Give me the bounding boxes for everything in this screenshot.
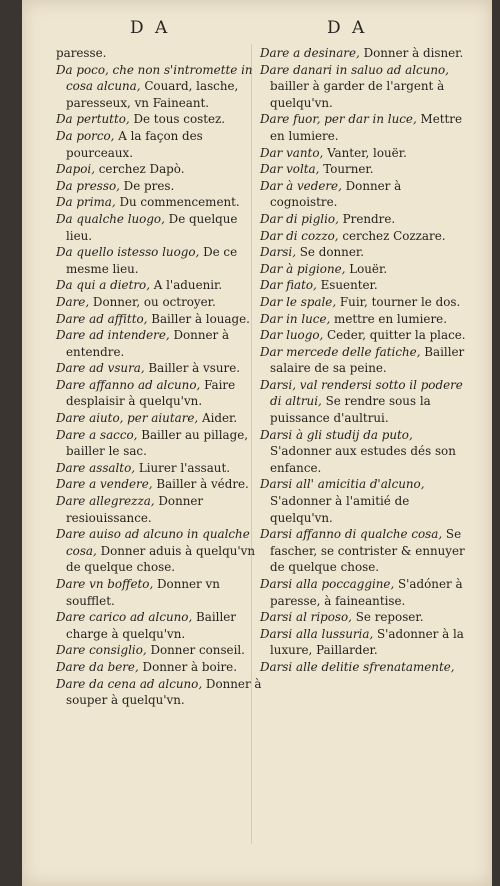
dictionary-entry (260, 311, 470, 328)
entry-headword: Dare a desinare, (260, 46, 360, 60)
entry-translation: Donner aduis à quelqu'vn de quelque chose. (66, 543, 256, 575)
dictionary-entry (260, 659, 470, 676)
entry-translation: Bailler au pillage, bailler le sac. (66, 427, 249, 459)
entry-headword: Dare affanno ad alcuno, (56, 377, 201, 392)
entry-headword: Da prima, (56, 195, 116, 210)
dictionary-entry (56, 427, 266, 460)
entry-translation: De pres. (123, 178, 175, 193)
entry-translation: Donner à boire. (142, 659, 237, 674)
entry-headword: Darsi, (260, 245, 296, 260)
entry-translation: De ce mesme lieu. (66, 245, 238, 276)
entry-headword: Dare, (56, 294, 90, 309)
entry-headword: Dar volta, (260, 162, 320, 177)
entry-headword: Dare ad affitto, (56, 311, 148, 326)
dictionary-entry (260, 62, 470, 112)
header-right: D A (327, 18, 368, 38)
entry-headword: Dare da bere, (56, 659, 139, 674)
entry-headword: Dare carico ad alcuno, (56, 610, 193, 625)
dictionary-entry (56, 460, 266, 477)
entry-translation: Bailler à védre. (156, 477, 249, 492)
entry-translation: Vanter, louër. (327, 145, 407, 160)
dictionary-entry (260, 244, 470, 261)
entry-translation: De tous costez. (133, 112, 226, 127)
dictionary-entry (56, 294, 266, 311)
dictionary-entry (260, 576, 470, 609)
entry-translation: Ceder, quitter la place. (327, 328, 466, 343)
entry-headword: Dare danari in saluo ad alcuno, (260, 62, 449, 77)
dictionary-entry (56, 211, 266, 244)
entry-headword: Dar fiato, (260, 278, 317, 293)
entry-headword: Dare allegrezza, (56, 494, 155, 509)
entry-translation: Bailler charge à quelqu'vn. (66, 610, 236, 641)
dictionary-entry (56, 62, 266, 112)
entry-translation: A la façon des pourceaux. (66, 128, 203, 160)
entry-headword: Darsi alla poccaggine, (260, 577, 395, 591)
entry-translation: Faire desplaisir à quelqu'vn. (66, 377, 236, 409)
right-column (260, 45, 470, 676)
left-column (56, 45, 266, 709)
entry-headword: Da quello istesso luogo, (56, 245, 200, 260)
entry-translation: Louër. (349, 261, 388, 276)
dictionary-entry (260, 626, 470, 659)
entry-translation: Bailler à vsure. (148, 361, 241, 376)
entry-headword: Dar in luce, (260, 311, 331, 326)
dictionary-entry (260, 609, 470, 626)
entry-translation: Bailler salaire de sa peine. (270, 344, 465, 376)
dictionary-entry (260, 178, 470, 211)
entry-translation: S'adonner à la luxure, Paillarder. (270, 626, 464, 658)
entry-headword: Dapoi, (56, 162, 95, 177)
entry-headword: Da qualche luogo, (56, 211, 165, 226)
dictionary-entry (56, 277, 266, 294)
entry-headword: Dar luogo, (260, 328, 324, 343)
entry-translation: S'adonner aux estudes dés son enfance. (270, 444, 456, 475)
entry-headword: Dare consiglio, (56, 643, 147, 658)
dictionary-entry (260, 161, 470, 178)
dictionary-entry (56, 676, 266, 709)
dictionary-entry (260, 228, 470, 245)
dictionary-entry (56, 493, 266, 526)
entry-headword: Dare da cena ad alcuno, (56, 676, 203, 691)
entry-headword: Da pertutto, (56, 112, 130, 127)
entry-headword: Darsi, val rendersi sotto il podere di altrui, (260, 377, 463, 409)
entry-headword: Darsi à gli studij da puto, (260, 427, 413, 442)
entry-translation: Donner à cognoistre. (270, 178, 402, 210)
entry-translation: Aider. (201, 411, 238, 426)
entry-translation: Bailler à louage. (151, 311, 250, 326)
dictionary-entry (56, 642, 266, 659)
dictionary-entry (56, 476, 266, 493)
entry-translation: De quelque lieu. (66, 211, 238, 243)
entry-headword: Dare vn boffeto, (56, 577, 154, 591)
dictionary-entry (56, 161, 266, 178)
entry-headword: Dar di piglio, (260, 211, 339, 226)
entry-headword: Darsi affanno di qualche cosa, (260, 527, 443, 542)
dictionary-entry (56, 45, 266, 62)
dictionary-entry (260, 45, 470, 62)
dictionary-entry (56, 360, 266, 377)
entry-translation: Liurer l'assaut. (138, 460, 231, 475)
entry-translation: S'adóner à paresse, à faineantise. (270, 577, 463, 608)
entry-headword: Dar le spale, (260, 294, 337, 309)
entry-headword: Dare a vendere, (56, 477, 153, 492)
entry-translation: paresse. (56, 46, 107, 60)
dictionary-entry (260, 476, 470, 526)
entry-headword: Da porco, (56, 128, 115, 143)
entry-translation: Se fascher, se contrister & ennuyer de quelque chose. (270, 527, 465, 575)
entry-translation: cerchez Cozzare. (342, 228, 446, 243)
entry-translation: Donner, ou octroyer. (92, 294, 216, 309)
entry-headword: Dare assalto, (56, 460, 136, 475)
entry-headword: Dar à pigione, (260, 261, 346, 276)
entry-translation: Prendre. (342, 211, 396, 226)
entry-headword: Da poco, che non s'intromette in cosa alcuna, (56, 62, 253, 94)
entry-translation: Du commencement. (119, 195, 240, 210)
dictionary-entry (56, 194, 266, 211)
dictionary-entry (56, 659, 266, 676)
dictionary-entry (260, 294, 470, 311)
entry-translation: Esuenter. (320, 278, 378, 293)
dictionary-entry (260, 427, 470, 477)
dictionary-entry (260, 277, 470, 294)
entry-translation: Donner à entendre. (66, 328, 230, 359)
dictionary-entry (56, 128, 266, 161)
entry-headword: Dar mercede delle fatiche, (260, 344, 421, 359)
running-header (22, 18, 492, 40)
dictionary-entry (56, 178, 266, 195)
entry-translation: Se rendre sous la puissance d'aultrui. (270, 394, 431, 426)
dictionary-page (22, 0, 492, 886)
entry-headword: Dare a sacco, (56, 427, 138, 442)
dictionary-entry (260, 526, 470, 576)
dictionary-entry (56, 609, 266, 642)
entry-translation: Donner à souper à quelqu'vn. (66, 676, 262, 708)
header-left: D A (130, 18, 171, 38)
dictionary-entry (260, 344, 470, 377)
entry-headword: Darsi al riposo, (260, 610, 352, 625)
entry-headword: Darsi alla lussuria, (260, 626, 374, 641)
entry-headword: Dare ad intendere, (56, 328, 170, 343)
entry-translation: Se donner. (299, 245, 365, 260)
entry-translation: Tourner. (323, 162, 374, 177)
entry-headword: Dare aiuto, per aiutare, (56, 411, 199, 426)
entry-headword: Darsi all' amicitia d'alcuno, (260, 477, 425, 492)
entry-translation: A l'aduenir. (153, 278, 223, 293)
dictionary-entry (56, 111, 266, 128)
entry-headword: Dar vanto, (260, 145, 324, 160)
entry-translation: S'adonner à l'amitié de quelqu'vn. (270, 494, 410, 525)
entry-headword: Dar à vedere, (260, 178, 342, 193)
dictionary-entry (260, 261, 470, 278)
entry-headword: Da qui a dietro, (56, 278, 150, 293)
entry-headword: Da presso, (56, 178, 120, 193)
entry-translation: bailler à garder de l'argent à quelqu'vn. (270, 79, 445, 110)
dictionary-entry (260, 111, 470, 144)
entry-translation: Mettre en lumiere. (270, 112, 463, 143)
entry-translation: Fuir, tourner le dos. (339, 294, 461, 309)
dictionary-entry (56, 311, 266, 328)
entry-headword: Dare ad vsura, (56, 361, 145, 376)
dictionary-entry (260, 145, 470, 162)
entry-translation: Donner resiouissance. (66, 494, 204, 525)
entry-translation: Donner conseil. (150, 643, 245, 658)
entry-translation: Donner à disner. (363, 46, 464, 60)
entry-headword: Dare auiso ad alcuno in qualche cosa, (56, 527, 250, 558)
entry-headword: Dar di cozzo, (260, 228, 339, 243)
dictionary-entry (56, 410, 266, 427)
dictionary-entry (260, 211, 470, 228)
entry-translation: cerchez Dapò. (98, 162, 185, 177)
dictionary-entry (56, 576, 266, 609)
dictionary-entry (260, 377, 470, 427)
dictionary-entry (56, 377, 266, 410)
entry-headword: Darsi alle delitie sfrenatamente, (260, 659, 455, 674)
dictionary-entry (56, 327, 266, 360)
dictionary-entry (260, 327, 470, 344)
entry-translation: mettre en lumiere. (334, 311, 447, 326)
entry-translation: Couard, lasche, paresseux, vn Faineant. (66, 79, 239, 110)
entry-translation: Se reposer. (355, 610, 424, 625)
dictionary-entry (56, 526, 266, 576)
dictionary-entry (56, 244, 266, 277)
entry-translation: Donner vn soufflet. (66, 577, 220, 608)
entry-headword: Dare fuor, per dar in luce, (260, 112, 417, 127)
